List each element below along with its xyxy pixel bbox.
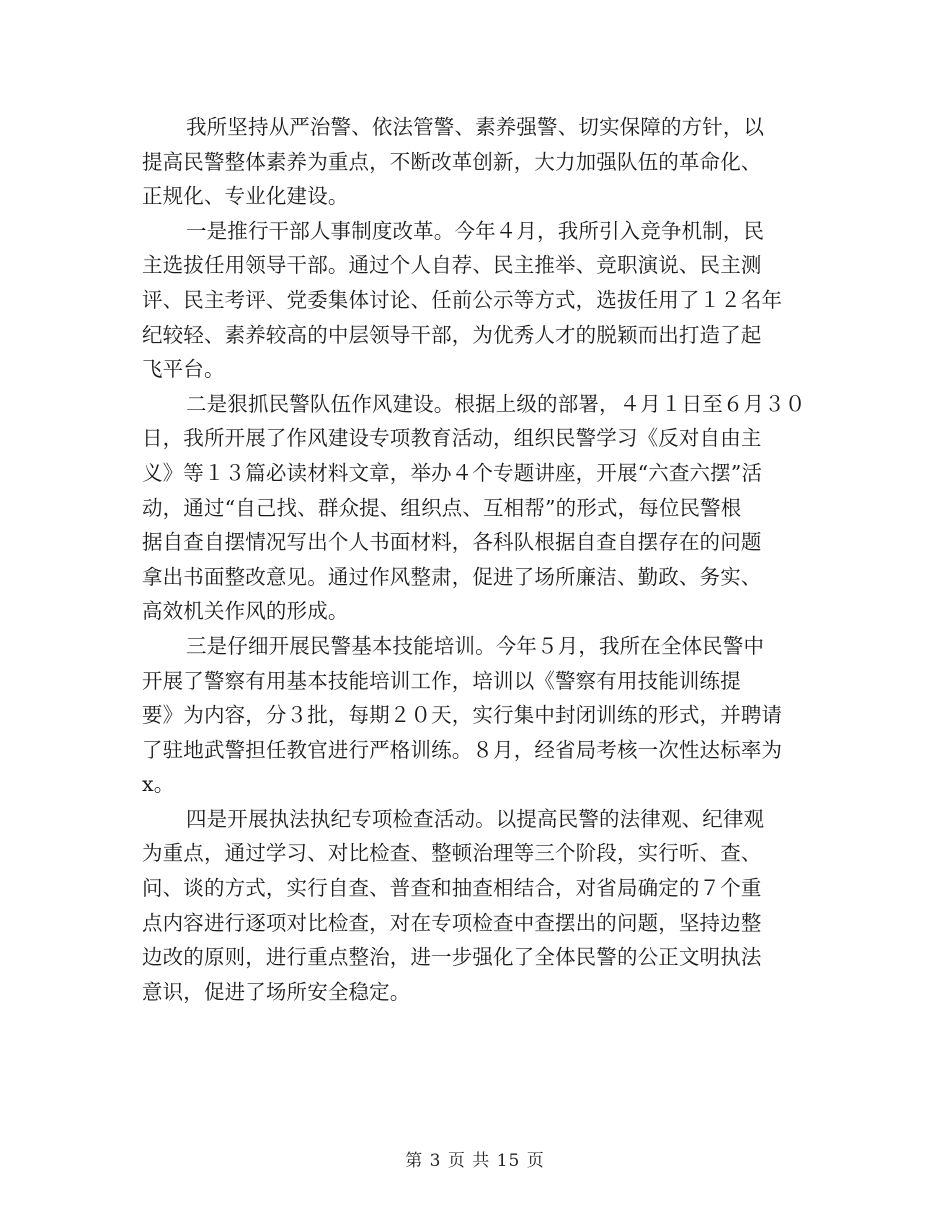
paragraph-1-line-1: 我所坚持从严治警、依法管警、素养强警、切实保障的方针，以 xyxy=(186,115,765,139)
paragraph-4-line-4: 了驻地武警担任教官进行严格训练。８月，经省局考核一次性达标率为 xyxy=(142,737,783,762)
paragraph-3-line-3: 义》等１３篇必读材料文章，举办４个专题讲座，开展“六查六摆”活 xyxy=(142,460,763,485)
paragraph-4-line-3: 要》为内容，分３批，每期２０天，实行集中封闭训练的形式，并聘请 xyxy=(142,703,783,728)
paragraph-4-line-2: 开展了警察有用基本技能培训工作，培训以《警察有用技能训练提 xyxy=(142,668,741,693)
paragraph-1-line-3: 正规化、专业化建设。 xyxy=(142,184,349,209)
paragraph-5-line-6: 意识，促进了场所安全稳定。 xyxy=(142,979,411,1004)
paragraph-5-line-4: 点内容进行逐项对比检查，对在专项检查中查摆出的问题，坚持边整 xyxy=(142,910,762,935)
paragraph-3-line-5: 据自查自摆情况写出个人书面材料，各科队根据自查自摆存在的问题 xyxy=(142,530,762,555)
paragraph-1-line-2: 提高民警整体素养为重点，不断改革创新，大力加强队伍的革命化、 xyxy=(142,149,762,174)
paragraph-3-line-2: 日，我所开展了作风建设专项教育活动，组织民警学习《反对自由主 xyxy=(142,426,762,451)
paragraph-2-line-5: 飞平台。 xyxy=(142,357,225,382)
paragraph-5-line-3: 问、谈的方式，实行自查、普查和抽查相结合，对省局确定的７个重 xyxy=(142,876,762,901)
paragraph-2-line-1: 一是推行干部人事制度改革。今年４月，我所引入竞争机制，民 xyxy=(186,218,765,243)
paragraph-2-line-2: 主选拔任用领导干部。通过个人自荐、民主推举、竞职演说、民主测 xyxy=(142,253,762,278)
page-number-footer: 第 3 页 共 15 页 xyxy=(405,1151,545,1171)
paragraph-4-line-1: 三是仔细开展民警基本技能培训。今年５月，我所在全体民警中 xyxy=(186,633,765,658)
paragraph-3-line-4: 动，通过“自己找、群众提、组织点、互相帮”的形式，每位民警根 xyxy=(142,495,742,520)
document-body xyxy=(142,110,810,1009)
paragraph-4-line-5: x。 xyxy=(142,772,175,797)
paragraph-5-line-5: 边改的原则，进行重点整治，进一步强化了全体民警的公正文明执法 xyxy=(142,945,762,970)
paragraph-2-line-3: 评、民主考评、党委集体讨论、任前公示等方式，选拔任用了１２名年 xyxy=(142,287,783,312)
paragraph-5-line-2: 为重点，通过学习、对比检查、整顿治理等三个阶段，实行听、查、 xyxy=(142,841,762,866)
paragraph-5-line-1: 四是开展执法执纪专项检查活动。以提高民警的法律观、纪律观 xyxy=(186,806,765,831)
paragraph-2-line-4: 纪较轻、素养较高的中层领导干部，为优秀人才的脱颖而出打造了起 xyxy=(142,322,762,347)
paragraph-3-line-6: 拿出书面整改意见。通过作风整肃，促进了场所廉洁、勤政、务实、 xyxy=(142,564,762,589)
paragraph-3-line-1: 二是狠抓民警队伍作风建设。根据上级的部署，４月１日至６月３０ xyxy=(186,391,806,416)
paragraph-3-line-7: 高效机关作风的形成。 xyxy=(142,599,349,624)
